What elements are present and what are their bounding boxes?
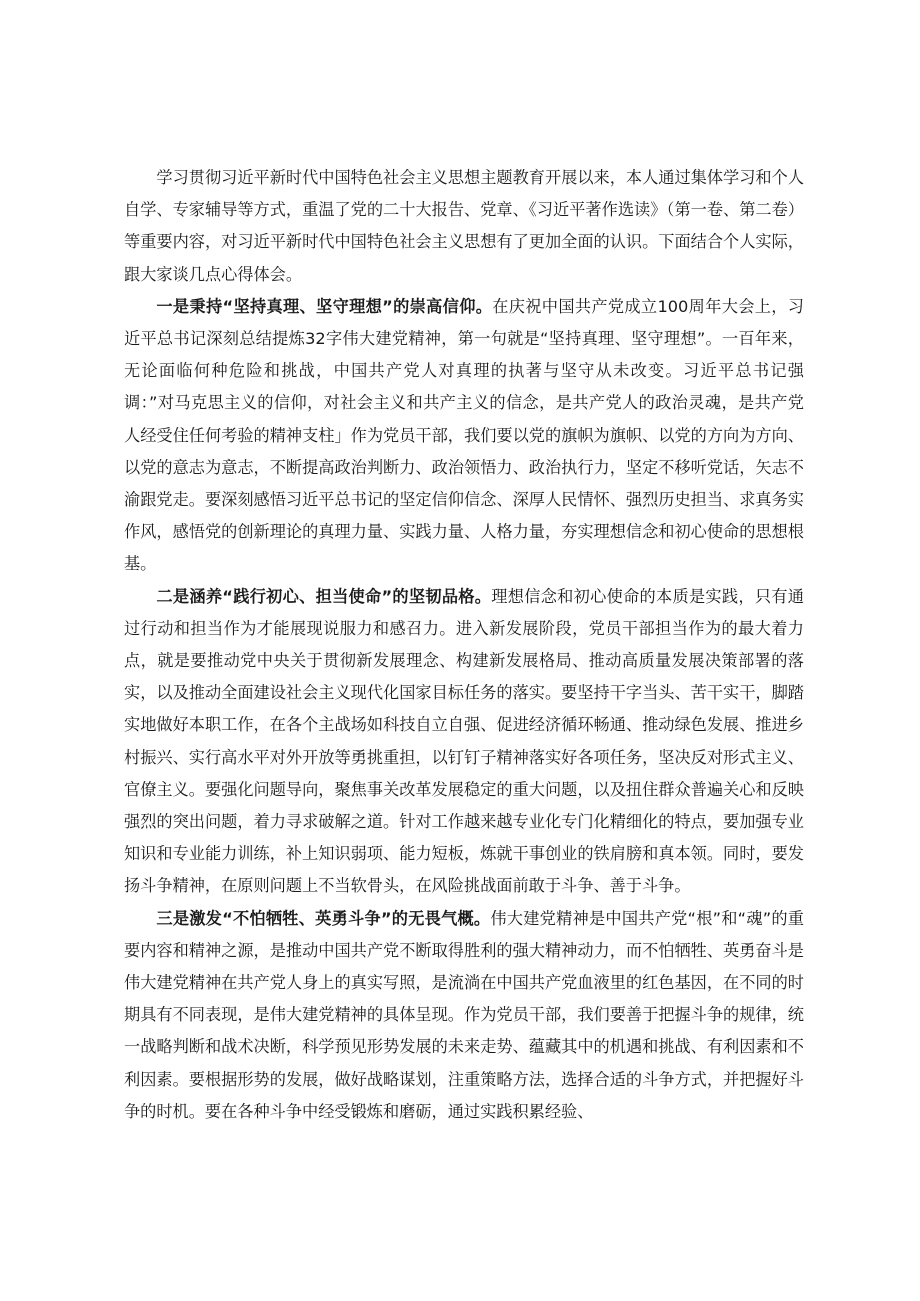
paragraph-text: 在庆祝中国共产党成立100周年大会上，习近平总书记深刻总结提炼32字伟大建党精神，第一句就是“坚持真理、坚守理想”。一百年来，无论面临何种危险和挑战，中国共产党人对真理的执著与坚守从未改变。习近平总书记强调：”对马克思主义的信仰，对社会主义和共产主义的信念，是共产党人的政治灵魂，是共产党人经受住任何考验的精神支柱」作为党员干部，我们要以党的旗帜为旗帜、以党的方向为方向、以党的意志为意志，不断提高政治判断力、政治领悟力、政治执行力，坚定不移听党话，矢志不渝跟党走。要深刻感悟习近平总书记的坚定信仰信念、深厚人民情怀、强烈历史担当、求真务实作风，感悟党的创新理论的真理力量、实践力量、人格力量，夯实理想信念和初心使命的思想根基。	[124, 296, 804, 574]
paragraph-intro	[124, 162, 804, 291]
paragraph-text: 伟大建党精神是中国共产党“根”和“魂”的重要内容和精神之源，是推动中国共产党不断取得胜利的强大精神动力，而不怕牺牲、英勇奋斗是伟大建党精神在共产党人身上的真实写照，是流淌在中国共产党血液里的红色基因，在不同的时期具有不同表现，是伟大建党精神的具体呈现。作为党员干部，我们要善于把握斗争的规律，统一战略判断和战术决断，科学预见形势发展的未来走势、蕴藏其中的机遇和挑战、有利因素和不利因素。要根据形势的发展，做好战略谋划，注重策略方法，选择合适的斗争方式，并把握好斗争的时机。要在各种斗争中经受锻炼和磨砺，通过实践积累经验、	[124, 908, 804, 1121]
paragraph-lead: 二是涵养“践行初心、担当使命”的坚韧品格。	[156, 586, 492, 606]
paragraph-point-3	[124, 903, 804, 1128]
paragraph-text: 学习贯彻习近平新时代中国特色社会主义思想主题教育开展以来，本人通过集体学习和个人自学、专家辅导等方式，重温了党的二十大报告、党章、《习近平著作选读》（第一卷、第二卷）等重要内容，对习近平新时代中国特色社会主义思想有了更加全面的认识。下面结合个人实际，跟大家谈几点心得体会。	[124, 168, 804, 284]
paragraph-text: 理想信念和初心使命的本质是实践，只有通过行动和担当作为才能展现说服力和感召力。进入新发展阶段，党员干部担当作为的最大着力点，就是要推动党中央关于贯彻新发展理念、构建新发展格局、推动高质量发展决策部署的落实，以及推动全面建设社会主义现代化国家目标任务的落实。要坚持干字当头、苦干实干，脚踏实地做好本职工作，在各个主战场如科技自立自强、促进经济循环畅通、推动绿色发展、推进乡村振兴、实行高水平对外开放等勇挑重担，以钉钉子精神落实好各项任务，坚决反对形式主义、官僚主义。要强化问题导向，聚焦事关改革发展稳定的重大问题，以及扭住群众普遍关心和反映强烈的突出问题，着力寻求破解之道。针对工作越来越专业化专门化精细化的特点，要加强专业知识和专业能力训练，补上知识弱项、能力短板，炼就干事创业的铁肩膀和真本领。同时，要发扬斗争精神，在原则问题上不当软骨头，在风险挑战面前敢于斗争、善于斗争。	[124, 586, 804, 896]
paragraph-lead: 三是激发“不怕牺牲、英勇斗争”的无畏气概。	[156, 908, 491, 928]
paragraph-point-2	[124, 581, 804, 903]
paragraph-point-1	[124, 291, 804, 581]
document-body	[124, 162, 804, 1128]
paragraph-lead: 一是秉持“坚持真理、坚守理想”的崇高信仰。	[156, 296, 493, 316]
